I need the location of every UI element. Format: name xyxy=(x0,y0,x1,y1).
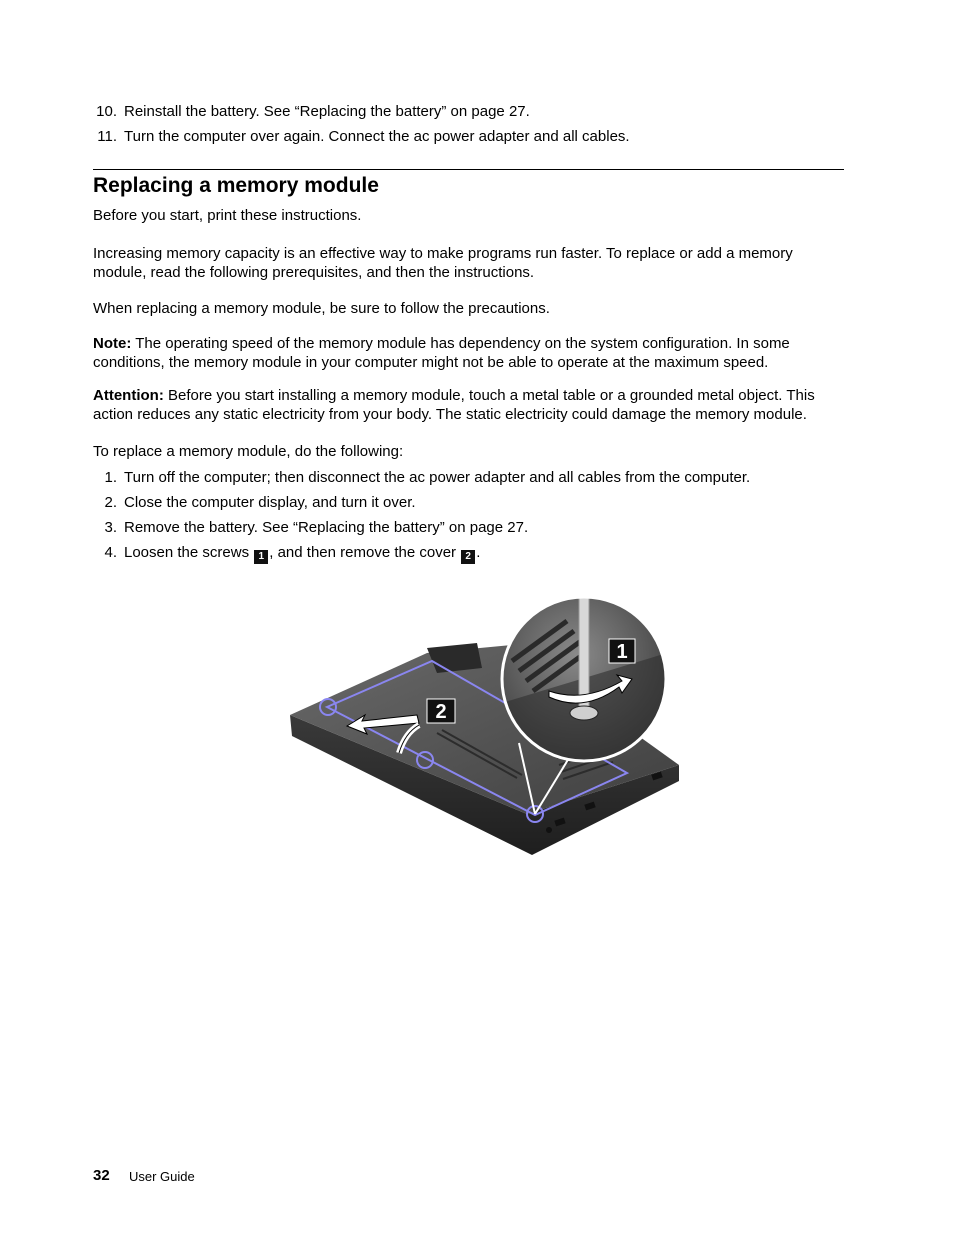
footer-label: User Guide xyxy=(129,1169,195,1184)
step-text: Close the computer display, and turn it over. xyxy=(124,494,416,511)
callout-badge: 1 xyxy=(254,550,268,564)
note-paragraph xyxy=(93,334,848,372)
attention-paragraph xyxy=(93,386,848,424)
capacity-paragraph xyxy=(93,244,848,282)
step-text: Turn the computer over again. Connect the ac power adapter and all cables. xyxy=(124,128,630,145)
page-number: 32 xyxy=(93,1167,110,1184)
step-number: 2. xyxy=(104,494,117,511)
step-number: 11. xyxy=(97,128,117,145)
section-title: Replacing a memory module xyxy=(93,174,379,197)
attention-text: Before you start installing a memory module, touch a metal table or a grounded metal object. This xyxy=(163,387,815,404)
step-number: 10. xyxy=(96,103,117,120)
step-text: Remove the battery. See “Replacing the battery” on page 27. xyxy=(124,519,529,536)
step-text: Loosen the screws 1 , and then remove the cover 2 . xyxy=(124,544,481,562)
intro-paragraph: Before you start, print these instructions. xyxy=(93,207,362,224)
step-number: 3. xyxy=(104,519,117,536)
callout-label: 2 xyxy=(435,701,447,723)
attention-text: action reduces any static electricity from your body. The static electricity could damage the memory module. xyxy=(93,406,807,423)
callout-badge: 2 xyxy=(461,550,475,564)
precaution-paragraph: When replacing a memory module, be sure to follow the precautions. xyxy=(93,300,550,317)
section-divider xyxy=(93,169,844,170)
paragraph-line: Increasing memory capacity is an effective way to make programs run faster. To replace or add a memory xyxy=(93,245,793,262)
note-label: Note: xyxy=(93,335,132,352)
note-text: The operating speed of the memory module has dependency on the system configuration. In some xyxy=(131,335,790,352)
memory-cover-illustration xyxy=(287,593,680,859)
note-text: conditions, the memory module in your computer might not be able to operate at the maximum speed. xyxy=(93,354,769,371)
step-number: 1. xyxy=(104,469,117,486)
paragraph-line: module, read the following prerequisites, and then the instructions. xyxy=(93,264,535,281)
step-number: 4. xyxy=(104,544,117,561)
callout-label: 1 xyxy=(616,641,628,663)
attention-label: Attention: xyxy=(93,387,164,404)
step-text: Turn off the computer; then disconnect the ac power adapter and all cables from the computer. xyxy=(124,469,751,486)
step-text: Reinstall the battery. See “Replacing the battery” on page 27. xyxy=(124,103,530,120)
procedure-intro: To replace a memory module, do the following: xyxy=(93,443,404,460)
